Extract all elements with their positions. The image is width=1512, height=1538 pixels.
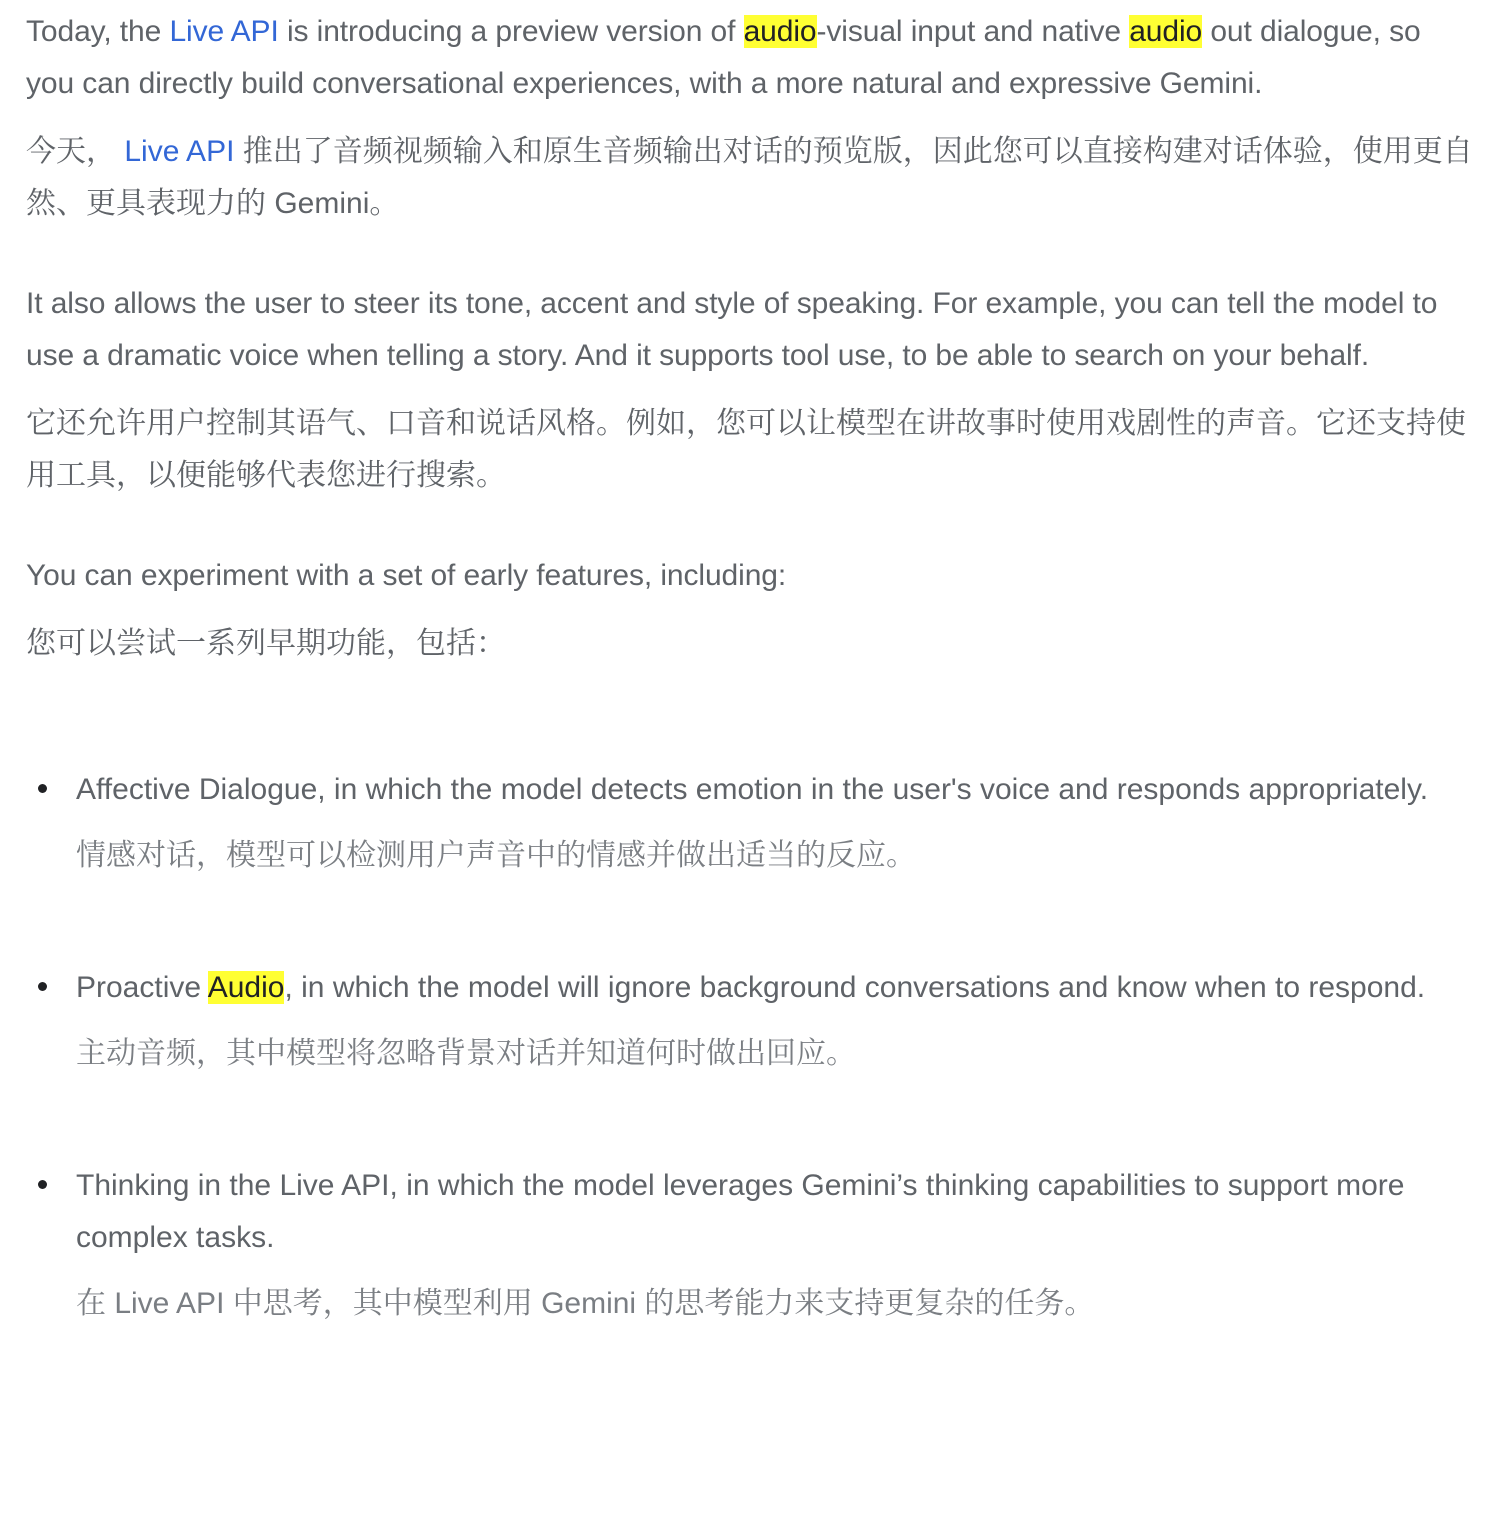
- features-intro-zh: 您可以尝试一系列早期功能，包括：: [26, 627, 506, 660]
- feature-thinking-zh: 在 Live API 中思考，其中模型利用 Gemini 的思考能力来支持更复杂的任务。: [76, 1287, 1095, 1320]
- list-item: [26, 764, 1476, 882]
- feature-proactive-en: [76, 962, 1476, 1014]
- intro-zh-text-1: 今天，: [26, 135, 125, 168]
- intro-paragraph-zh: [26, 126, 1476, 230]
- steer-paragraph-zh: 它还允许用户控制其语气、口音和说话风格。例如，您可以让模型在讲故事时使用戏剧性的声音。它还支持使用工具，以便能够代表您进行搜索。: [26, 407, 1466, 492]
- feature-affective-en: Affective Dialogue, in which the model detects emotion in the user's voice and responds appropriately.: [76, 773, 1429, 806]
- intro-paragraph-en: [26, 6, 1476, 110]
- highlight-audio-3: Audio: [207, 971, 285, 1004]
- bullet-icon: [38, 1180, 47, 1189]
- intro-text-2: is introducing a preview version of: [278, 15, 744, 48]
- proactive-text-1: Proactive: [76, 971, 208, 1004]
- list-item: [26, 962, 1476, 1080]
- live-api-link-zh[interactable]: Live API: [124, 135, 235, 168]
- highlight-audio-1: audio: [743, 15, 817, 48]
- live-api-link[interactable]: Live API: [169, 15, 279, 48]
- feature-thinking-en: Thinking in the Live API, in which the model leverages Gemini’s thinking capabilities to support more complex tasks.: [76, 1169, 1405, 1254]
- bullet-icon: [38, 784, 47, 793]
- steer-paragraph-en: It also allows the user to steer its tone, accent and style of speaking. For example, you can tell the model to use a dramatic voice when telling a story. And it supports tool use, to be able to search on your behalf.: [26, 287, 1438, 372]
- features-intro-en: You can experiment with a set of early features, including:: [26, 559, 787, 592]
- highlight-audio-2: audio: [1129, 15, 1203, 48]
- intro-text-1: Today, the: [26, 15, 170, 48]
- feature-list: [26, 764, 1476, 1330]
- article-body: [26, 0, 1476, 1330]
- intro-text-4: out dialogue, so you can directly build conversational experiences, with a more natural and expressive Gemini.: [26, 15, 1421, 100]
- proactive-text-2: , in which the model will ignore background conversations and know when to respond.: [284, 971, 1426, 1004]
- feature-proactive-zh: 主动音频，其中模型将忽略背景对话并知道何时做出回应。: [76, 1037, 856, 1070]
- list-item: [26, 1160, 1476, 1330]
- feature-affective-zh: 情感对话，模型可以检测用户声音中的情感并做出适当的反应。: [76, 839, 916, 872]
- bullet-icon: [38, 982, 47, 991]
- intro-zh-text-2: 推出了音频视频输入和原生音频输出对话的预览版，因此您可以直接构建对话体验，使用更自然、更具表现力的 Gemini。: [26, 135, 1473, 220]
- intro-text-3: -visual input and native: [816, 15, 1130, 48]
